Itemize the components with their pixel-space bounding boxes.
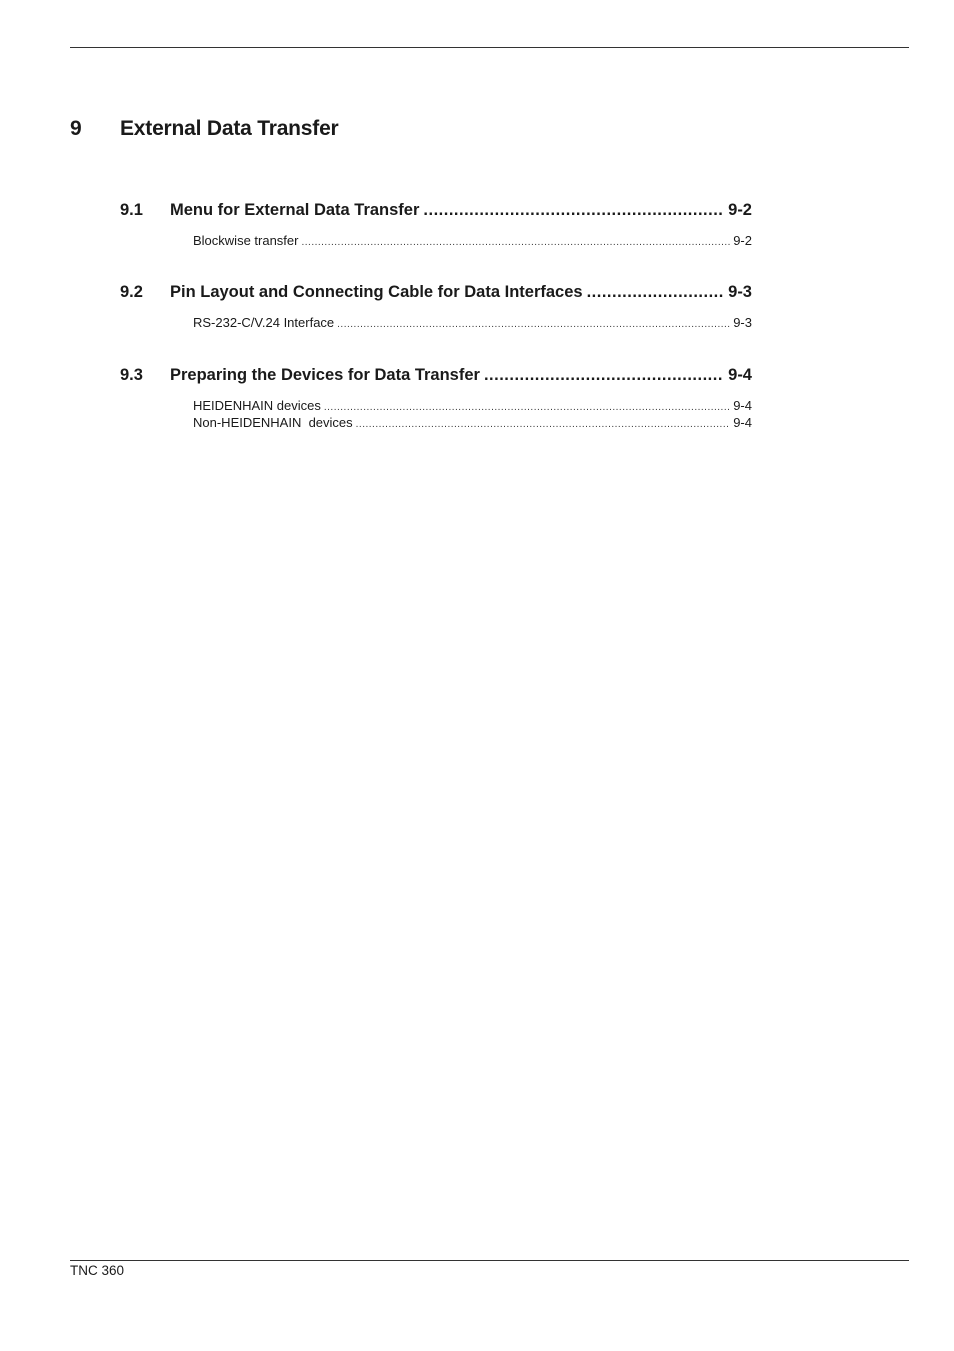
- toc-entry-page: 9-2: [733, 233, 752, 248]
- toc-entry[interactable]: [193, 232, 752, 249]
- toc-entry[interactable]: [193, 397, 752, 414]
- dot-leader: [337, 316, 730, 333]
- toc-entry-title: HEIDENHAIN devices: [193, 398, 321, 413]
- dot-leader: [324, 399, 730, 416]
- toc-entry-title: Blockwise transfer: [193, 233, 299, 248]
- toc-section: [120, 283, 752, 331]
- toc-entry-title: Non-HEIDENHAIN devices: [193, 415, 353, 430]
- toc-section-heading[interactable]: [120, 283, 752, 303]
- toc-entry-page: 9-4: [733, 398, 752, 413]
- toc-entries: [193, 232, 752, 249]
- bottom-rule: [70, 1260, 909, 1261]
- toc-entry-page: 9-4: [733, 415, 752, 430]
- toc-section-number: 9.2: [120, 283, 143, 301]
- dot-leader: [356, 416, 731, 433]
- dot-leader: [423, 201, 724, 220]
- toc-section-page: 9-4: [728, 366, 752, 384]
- toc-entries: [193, 314, 752, 331]
- toc-section-number: 9.3: [120, 366, 143, 384]
- toc-section: [120, 201, 752, 249]
- page-footer: TNC 360: [70, 1263, 125, 1278]
- toc-section-title: Menu for External Data Transfer: [170, 201, 420, 219]
- toc-section-number: 9.1: [120, 201, 143, 219]
- top-rule: [70, 47, 909, 48]
- toc-entry-title: RS-232-C/V.24 Interface: [193, 315, 335, 330]
- chapter-title: External Data Transfer: [120, 117, 339, 140]
- toc-section-title: Preparing the Devices for Data Transfer: [170, 366, 480, 384]
- toc-section-title: Pin Layout and Connecting Cable for Data Interfaces: [170, 283, 583, 301]
- toc-section-page: 9-2: [728, 201, 752, 219]
- toc-section: [120, 366, 752, 431]
- toc-entry[interactable]: [193, 314, 752, 331]
- toc-section-page: 9-3: [728, 283, 752, 301]
- dot-leader: [301, 234, 730, 251]
- toc-entry-page: 9-3: [733, 315, 752, 330]
- dot-leader: [484, 366, 724, 385]
- toc-section-heading[interactable]: [120, 366, 752, 386]
- dot-leader: [587, 283, 725, 302]
- toc-section-heading[interactable]: [120, 201, 752, 221]
- toc-entry[interactable]: [193, 414, 752, 431]
- toc-entries: [193, 397, 752, 431]
- chapter-number: 9: [70, 117, 82, 140]
